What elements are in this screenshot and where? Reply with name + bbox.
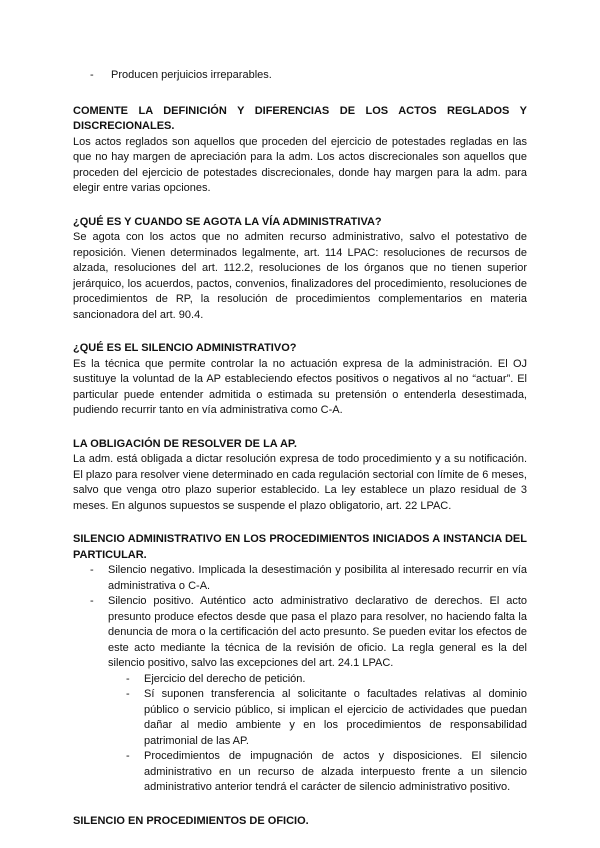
- intro-bullet: [73, 68, 527, 84]
- section-de-oficio: [73, 814, 527, 830]
- section-heading: COMENTE LA DEFINICIÓN Y DIFERENCIAS DE LOS ACTOS REGLADOS Y DISCRECIONALES.: [73, 104, 527, 132]
- sub-list-item-text: Procedimientos de impugnación de actos y disposiciones. El silencio administrativo en un recurso de alzada interpuesto frente a un silencio administrativo anterior tendrá el carácter de silencio administrativo positivo.: [144, 750, 527, 793]
- section-via-administrativa: [73, 215, 527, 324]
- sub-list-item: [108, 687, 527, 749]
- bullet-dash: -: [90, 595, 94, 607]
- section-obligacion: [73, 437, 527, 515]
- sub-bullet-list: [108, 672, 527, 796]
- sub-list-item-text: Sí suponen transferencia al solicitante o facultades relativas al dominio público o servicio público, si implican el ejercicio de actividades que puedan dañar al medio ambiente y en los procedimientos de responsabilidad patrimonial de las AP.: [144, 688, 527, 747]
- section-instancia-particular: [73, 532, 527, 796]
- section-heading: SILENCIO ADMINISTRATIVO EN LOS PROCEDIMIENTOS INICIADOS A INSTANCIA DEL PARTICULAR.: [73, 533, 527, 561]
- bullet-list: [73, 563, 527, 796]
- sub-list-item-text: Ejercicio del derecho de petición.: [144, 672, 306, 685]
- bullet-dash: -: [126, 750, 130, 762]
- list-item: [73, 563, 527, 594]
- bullet-dash: -: [90, 69, 94, 81]
- section-paragraph: Es la técnica que permite controlar la no actuación expresa de la administración. El OJ sustituye la voluntad de la AP estableciendo efectos positivos o negativos al no “actuar”. El particular puede entender admitida o estimada su pretensión o entenderla desestimada, pudiendo recurrir tanto en vía administrativa como C-A.: [73, 357, 527, 416]
- section-paragraph: La adm. está obligada a dictar resolución expresa de todo procedimiento y a su notificación. El plazo para resolver viene determinado en cada regulación sectorial con límite de 6 meses, salvo que venga otro plazo superior establecido. La ley establece un plazo residual de 3 meses. En algunos supuestos se suspende el plazo obligatorio, art. 22 LPAC.: [73, 453, 527, 512]
- document-page: [73, 68, 527, 847]
- section-paragraph: Se agota con los actos que no admiten recurso administrativo, salvo el potestativo de reposición. Vienen determinados legalmente, art. 114 LPAC: resoluciones de recursos de alzada, resoluciones del art. 112.2, resoluciones de los órganos que no tienen superior jerárquico, los acuerdos, pactos, convenios, finalizadores del procedimiento, resoluciones de procedimientos de RP, la resolución de procedimientos complementarios en materia sancionadora del art. 90.4.: [73, 231, 527, 321]
- list-item-text: Silencio negativo. Implicada la desestimación y posibilita al interesado recurrir en vía administrativa o C-A.: [108, 564, 527, 592]
- section-heading: ¿QUÉ ES Y CUANDO SE AGOTA LA VÍA ADMINISTRATIVA?: [73, 215, 382, 228]
- sub-list-item: [108, 749, 527, 796]
- list-item: [73, 594, 527, 796]
- intro-bullet-text: Producen perjuicios irreparables.: [111, 69, 272, 81]
- section-paragraph: Los actos reglados son aquellos que proceden del ejercicio de potestades regladas en las que no hay margen de apreciación para la adm. Los actos discrecionales son aquellos que proceden del ejercicio de potestades discrecionales, donde hay margen para la adm. para elegir entre varias opciones.: [73, 135, 527, 194]
- list-item-text: Silencio positivo. Auténtico acto administrativo declarativo de derechos. El acto presunto produce efectos desde que pasa el plazo para resolver, no haciendo falta la denuncia de mora o la certificación del acto presunto. Se pueden evitar los efectos de este acto mediante la técnica de la revisión de oficio. La regla general es la del silencio positivo, salvo las excepciones del art. 24.1 LPAC.: [108, 595, 527, 669]
- section-heading: ¿QUÉ ES EL SILENCIO ADMINISTRATIVO?: [73, 342, 297, 354]
- bullet-dash: -: [90, 564, 94, 576]
- section-silencio: [73, 341, 527, 419]
- section-heading: LA OBLIGACIÓN DE RESOLVER DE LA AP.: [73, 437, 297, 450]
- section-heading: SILENCIO EN PROCEDIMIENTOS DE OFICIO.: [73, 814, 309, 827]
- bullet-dash: -: [126, 672, 130, 685]
- bullet-dash: -: [126, 688, 130, 700]
- sub-list-item: [108, 672, 527, 688]
- section-reglados: [73, 104, 527, 197]
